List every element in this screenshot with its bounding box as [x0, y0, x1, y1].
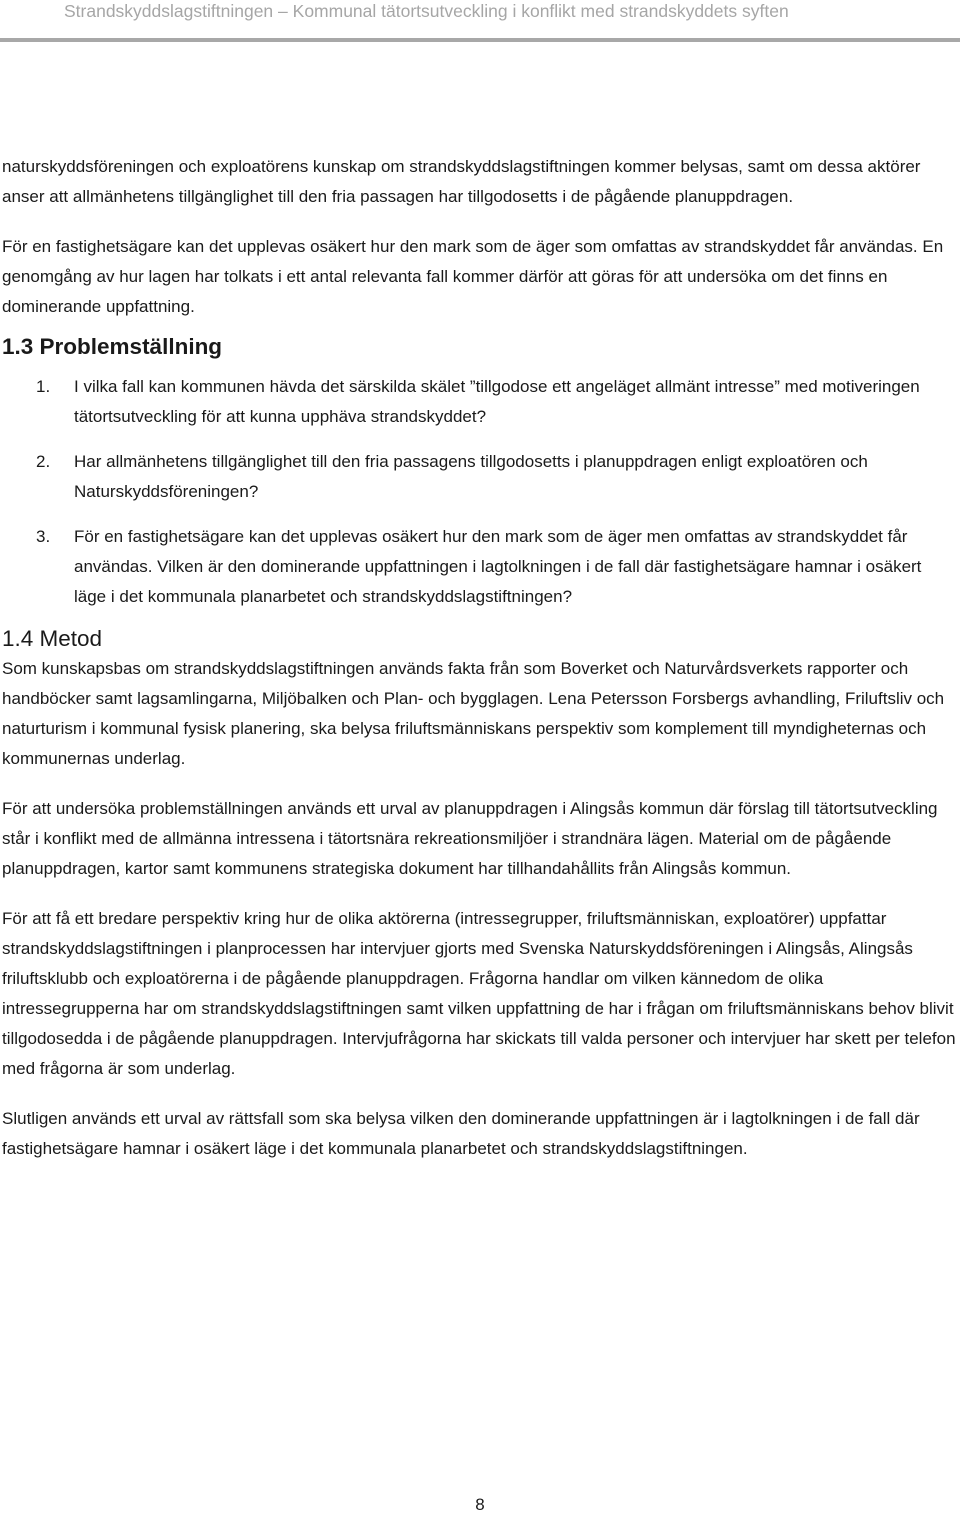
section-heading-metod: 1.4 Metod: [2, 626, 103, 651]
question-number: 3.: [36, 527, 51, 546]
problem-question-3: [2, 522, 958, 612]
header-divider: [0, 38, 960, 42]
question-number: 1.: [36, 377, 51, 396]
section-heading-problemstallning: 1.3 Problemställning: [2, 334, 223, 359]
header-separator: –: [278, 1, 288, 21]
page-number: 8: [475, 1495, 485, 1514]
intro-paragraph-2: För en fastighetsägare kan det upplevas osäkert hur den mark som de äger som omfattas av strandskyddet får användas. En genomgång av hur lagen har tolkats i ett antal relevanta fall kommer därför att göras för att undersöka om det finns en dominerande uppfattning.: [2, 237, 944, 316]
page-header: [0, 0, 960, 44]
method-paragraph-1: Som kunskapsbas om strandskyddslagstiftningen används fakta från som Boverket och Naturvårdsverkets rapporter och handböcker samt lagsamlingarna, Miljöbalken och Plan- och bygglagen. Lena Petersson Forsbergs avhandling, Friluftsliv och naturturism i kommunal fysisk planering, ska belysa friluftsmänniskans perspektiv som komplement till myndigheternas och kommunernas underlag.: [2, 659, 945, 768]
problem-question-1: [2, 372, 958, 432]
question-text: I vilka fall kan kommunen hävda det särskilda skälet ”tillgodose ett angeläget allmänt intresse” med motiveringen tätortsutveckling för att kunna upphäva strandskyddet?: [74, 377, 920, 426]
page-body: [2, 152, 958, 1164]
question-number: 2.: [36, 452, 51, 471]
method-paragraph-2: För att undersöka problemställningen används ett urval av planuppdragen i Alingsås kommun där förslag till tätortsutveckling står i konflikt med de allmänna intressena i tätortsnära rekreationsmiljöer i strandnära lägen. Material om de pågående planuppdragen, kartor samt kommunens strategiska dokument har tillhandahållits från Alingsås kommun.: [2, 799, 938, 878]
problem-question-2: [2, 447, 958, 507]
running-header: [64, 0, 789, 22]
method-paragraph-3: För att få ett bredare perspektiv kring hur de olika aktörerna (intressegrupper, friluftsmänniskan, exploatörer) uppfattar strandskyddslagstiftningen i planprocessen har intervjuer gjorts med Svenska Naturskyddsföreningen i Alingsås, Alingsås friluftsklubb och exploatörerna i de pågående planuppdragen. Frågorna handlar om vilken kännedom de olika intressegrupperna har om strandskyddslagstiftningen samt vilken uppfattning de har i frågan om friluftsmänniskans behov blivit tillgodosedda i de pågående planuppdragen. Intervjufrågorna har skickats till valda personer och intervjuer har skett per telefon med frågorna är som underlag.: [2, 909, 956, 1078]
question-text: Har allmänhetens tillgänglighet till den fria passagens tillgodosetts i planuppdragen enligt exploatören och Naturskyddsföreningen?: [74, 452, 868, 501]
header-chapter-title: Kommunal tätortsutveckling i konflikt med strandskyddets syften: [292, 1, 789, 21]
question-text: För en fastighetsägare kan det upplevas osäkert hur den mark som de äger men omfattas av strandskyddet får användas. Vilken är den dominerande uppfattningen i lagtolkningen i de fall där fastighetsägare hamnar i osäkert läge i det kommunala planarbetet och strandskyddslagstiftningen?: [74, 527, 922, 606]
method-paragraph-4: Slutligen används ett urval av rättsfall som ska belysa vilken den dominerande uppfattningen är i lagtolkningen i de fall där fastighetsägare hamnar i osäkert läge i det kommunala planarbetet och strandskyddslagstiftningen.: [2, 1109, 920, 1158]
problem-question-list: [2, 372, 958, 612]
intro-paragraph-1: naturskyddsföreningen och exploatörens kunskap om strandskyddslagstiftningen kommer belysas, samt om dessa aktörer anser att allmänhetens tillgänglighet till den fria passagen har tillgodosetts i de pågående planuppdragen.: [2, 157, 921, 206]
header-document-title: Strandskyddslagstiftningen: [64, 1, 274, 21]
